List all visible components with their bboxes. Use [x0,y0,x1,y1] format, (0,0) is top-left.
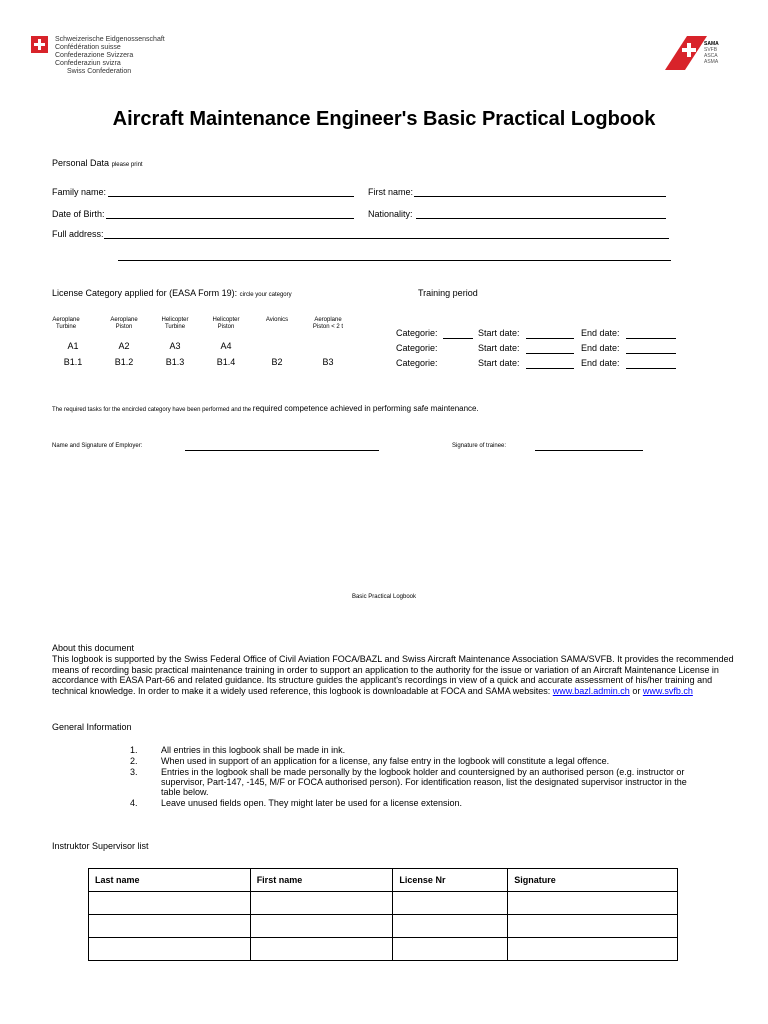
table-cell[interactable] [250,915,393,938]
nationality-label: Nationality: [368,209,413,219]
start-date-field-3[interactable] [526,368,574,369]
statement-part2: required competence achieved in performing safe maintenance. [252,404,479,413]
general-info-heading: General Information [52,722,132,732]
nationality-field[interactable] [416,218,666,219]
col-license-nr: License Nr [393,869,508,892]
categorie-label: Categorie: [396,328,438,338]
supervisor-list-heading: Instruktor Supervisor list [52,841,149,851]
sama-text-line: ASMA [704,59,719,65]
about-heading: About this document [52,643,135,653]
personal-data-note: please print [111,162,143,168]
cat-head-6: Aeroplane Piston < 2 t [312,317,344,330]
swiss-cross-icon [31,36,48,53]
svfb-link[interactable]: www.svfb.ch [642,685,693,696]
start-date-label: Start date: [478,328,520,338]
bazl-link[interactable]: www.bazl.admin.ch [552,685,630,696]
end-date-label: End date: [581,358,620,368]
cat-head-4: Helicopter Piston [212,317,240,330]
dob-label: Date of Birth: [52,209,105,219]
address-field[interactable] [104,238,669,239]
cat-a2[interactable]: A2 [118,341,130,351]
cat-head-1: Aeroplane Turbine [52,317,80,330]
table-cell[interactable] [250,892,393,915]
trainee-signature-field[interactable] [535,450,643,451]
confed-line-en: Swiss Confederation [67,68,132,75]
sama-logo-text [704,41,719,65]
license-heading-label: License Category applied for (EASA Form 19): [52,288,238,298]
about-text [52,654,742,696]
categorie-label: Categorie: [396,358,438,368]
end-date-field-2[interactable] [626,353,676,354]
address-field-line2[interactable] [118,260,671,261]
end-date-field-3[interactable] [626,368,676,369]
training-period-heading: Training period [418,288,478,298]
address-label: Full address: [52,229,104,239]
first-name-field[interactable] [414,196,666,197]
col-first-name: First name [250,869,393,892]
categorie-field-1[interactable] [443,338,473,339]
list-item-4: Leave unused fields open. They might later be used for a license extension. [161,798,463,808]
table-header-row [89,869,678,892]
training-row-1 [396,328,438,338]
table-cell[interactable] [89,892,251,915]
family-name-field[interactable] [108,196,354,197]
sama-text-line: ASCA [704,53,718,59]
cat-b1-3[interactable]: B1.3 [165,357,185,367]
end-date-label: End date: [581,328,620,338]
table-cell[interactable] [250,938,393,961]
table-row [89,892,678,915]
sama-text-line: SAMA [704,41,719,47]
list-item-3: Entries in the logbook shall be made personally by the logbook holder and countersigned by an authorised person (e.g. instructor or supervisor, Part-147, -145, M/F or FOCA authorised person). For identification reason, list the designated supervisor instructor in the table below. [161,767,687,797]
first-name-label: First name: [368,187,414,197]
list-item-2: When used in support of an application for a license, any false entry in the logbook will constitute a legal offence. [161,756,610,766]
about-or: or [629,685,643,696]
employer-signature-field[interactable] [185,450,379,451]
table-row [89,915,678,938]
cat-b1-4[interactable]: B1.4 [216,357,236,367]
table-cell[interactable] [393,938,508,961]
list-num-2: 2. [130,756,138,766]
table-cell[interactable] [393,892,508,915]
list-num-1: 1. [130,745,138,755]
end-date-label: End date: [581,343,620,353]
supervisor-table [88,868,678,961]
list-item-1: All entries in this logbook shall be made in ink. [161,745,346,755]
start-date-field-2[interactable] [526,353,574,354]
cat-a3[interactable]: A3 [169,341,181,351]
competence-statement [52,398,479,416]
statement-part1: The required tasks for the encircled category have been performed and the [52,407,253,413]
start-date-label: Start date: [478,343,520,353]
cat-a4[interactable]: A4 [220,341,232,351]
start-date-label: Start date: [478,358,520,368]
table-cell[interactable] [393,915,508,938]
list-num-3: 3. [130,767,138,777]
document-title: Aircraft Maintenance Engineer's Basic Practical Logbook [112,108,656,130]
table-cell[interactable] [89,915,251,938]
cat-b1-1[interactable]: B1.1 [63,357,83,367]
about-body: This logbook is supported by the Swiss Federal Office of Civil Aviation FOCA/BAZL and Swiss Aircraft Maintenance Association SAMA/SVFB. It provides the recommended means of recording basic practical maintenance training in order to support an application to the authority for the issue or variation of an Aircraft Maintenance License in accordance with EASA Part-66 and related guidance. Its structure guides the applicant's recordings in view of a quick and accurate assessment of his/her training and technical knowledge. In order to make it a widely used reference, this logbook is downloadable at FOCA and SAMA websites: [52,654,734,696]
list-num-4: 4. [130,798,138,808]
trainee-signature-label: Signature of trainee: [452,443,507,449]
cat-head-3: Helicopter Turbine [161,317,189,330]
end-date-field-1[interactable] [626,338,676,339]
personal-data-heading [52,158,143,168]
cat-b3[interactable]: B3 [322,357,334,367]
logbook-subtitle: Basic Practical Logbook [351,594,417,600]
table-cell[interactable] [508,938,678,961]
table-cell[interactable] [508,915,678,938]
cat-a1[interactable]: A1 [67,341,79,351]
cat-b1-2[interactable]: B1.2 [114,357,134,367]
license-category-heading [52,288,292,298]
confed-line-rm: Confederaziun svizra [55,60,121,67]
sama-text-line: SVFB [704,47,718,53]
categorie-label: Categorie: [396,343,438,353]
family-name-label: Family name: [52,187,107,197]
table-cell[interactable] [89,938,251,961]
table-cell[interactable] [508,892,678,915]
col-last-name: Last name [89,869,251,892]
cat-head-5: Avionics [265,317,289,323]
cat-b2[interactable]: B2 [271,357,283,367]
personal-data-label: Personal Data [52,158,110,168]
confed-line-de: Schweizerische Eidgenossenschaft [55,36,165,43]
cat-head-2: Aeroplane Piston [110,317,138,330]
employer-signature-label: Name and Signature of Employer: [52,443,143,449]
col-signature: Signature [508,869,678,892]
start-date-field-1[interactable] [526,338,574,339]
license-heading-note: circle your category [239,292,292,298]
confed-line-it: Confederazione Svizzera [55,52,134,59]
confederation-names [55,36,165,76]
dob-field[interactable] [106,218,354,219]
table-row [89,938,678,961]
sama-logo-icon [665,32,735,72]
confed-line-fr: Confédération suisse [55,44,121,51]
